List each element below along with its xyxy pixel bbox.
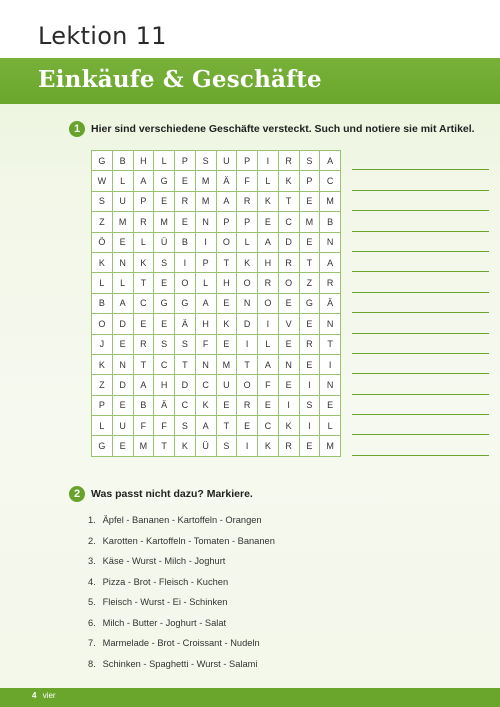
grid-cell[interactable]: K bbox=[175, 436, 196, 456]
list-item-text[interactable]: Milch - Butter - Joghurt - Salat bbox=[102, 617, 227, 628]
answer-line[interactable] bbox=[352, 191, 489, 211]
grid-cell[interactable]: P bbox=[92, 396, 113, 416]
grid-cell[interactable]: J bbox=[92, 335, 113, 355]
grid-cell[interactable]: M bbox=[196, 192, 217, 212]
grid-cell[interactable]: G bbox=[154, 294, 175, 314]
list-item[interactable] bbox=[88, 531, 275, 552]
grid-cell[interactable]: F bbox=[154, 416, 175, 436]
answer-line[interactable] bbox=[352, 435, 489, 455]
grid-cell[interactable]: S bbox=[300, 151, 321, 171]
grid-cell[interactable]: O bbox=[175, 273, 196, 293]
grid-cell[interactable]: T bbox=[279, 192, 300, 212]
list-item-number: 7. bbox=[88, 638, 96, 648]
list-item-number: 2. bbox=[88, 535, 96, 546]
list-item-number: 4. bbox=[88, 576, 96, 587]
grid-cell[interactable]: S bbox=[196, 151, 217, 171]
grid-cell[interactable]: I bbox=[279, 396, 300, 416]
grid-cell[interactable]: L bbox=[92, 273, 113, 293]
grid-cell[interactable]: D bbox=[279, 233, 300, 253]
grid-cell[interactable]: L bbox=[258, 171, 279, 191]
grid-cell[interactable]: C bbox=[279, 212, 300, 232]
grid-cell[interactable]: H bbox=[258, 253, 279, 273]
grid-cell[interactable]: K bbox=[258, 192, 279, 212]
grid-cell[interactable]: I bbox=[175, 253, 196, 273]
grid-cell[interactable]: K bbox=[92, 355, 113, 375]
grid-cell[interactable]: B bbox=[92, 294, 113, 314]
grid-cell[interactable]: S bbox=[175, 335, 196, 355]
odd-one-out-list bbox=[88, 510, 275, 674]
answer-line[interactable] bbox=[352, 150, 489, 170]
grid-cell[interactable]: Z bbox=[300, 273, 321, 293]
grid-cell[interactable]: T bbox=[134, 355, 155, 375]
list-item-text[interactable]: Karotten - Kartoffeln - Tomaten - Bananen bbox=[102, 535, 275, 546]
grid-cell[interactable]: A bbox=[258, 355, 279, 375]
grid-cell[interactable]: S bbox=[154, 253, 175, 273]
grid-cell[interactable]: F bbox=[237, 171, 258, 191]
page-word: vier bbox=[42, 691, 56, 700]
answer-line[interactable] bbox=[352, 415, 489, 435]
grid-cell[interactable]: N bbox=[196, 212, 217, 232]
task1-number-badge: 1 bbox=[69, 121, 85, 137]
grid-cell[interactable]: R bbox=[279, 253, 300, 273]
grid-cell[interactable]: A bbox=[320, 253, 341, 273]
grid-cell[interactable]: I bbox=[300, 416, 321, 436]
grid-cell[interactable]: P bbox=[237, 212, 258, 232]
grid-cell[interactable]: E bbox=[113, 335, 134, 355]
grid-cell[interactable]: M bbox=[134, 436, 155, 456]
grid-cell[interactable]: N bbox=[113, 355, 134, 375]
grid-cell[interactable]: I bbox=[320, 355, 341, 375]
list-item-text[interactable]: Schinken - Spaghetti - Wurst - Salami bbox=[102, 658, 258, 669]
grid-cell[interactable]: C bbox=[258, 416, 279, 436]
grid-cell[interactable]: V bbox=[279, 314, 300, 334]
grid-cell[interactable]: G bbox=[92, 436, 113, 456]
grid-cell[interactable]: A bbox=[134, 375, 155, 395]
grid-cell[interactable]: R bbox=[237, 396, 258, 416]
grid-cell[interactable]: D bbox=[113, 314, 134, 334]
grid-cell[interactable]: Z bbox=[92, 375, 113, 395]
grid-cell[interactable]: S bbox=[154, 335, 175, 355]
grid-cell[interactable]: L bbox=[113, 273, 134, 293]
grid-cell[interactable]: E bbox=[154, 192, 175, 212]
grid-cell[interactable]: A bbox=[217, 192, 238, 212]
answer-line[interactable] bbox=[352, 313, 489, 333]
grid-cell[interactable]: P bbox=[237, 151, 258, 171]
grid-cell[interactable]: D bbox=[175, 375, 196, 395]
grid-cell[interactable]: K bbox=[134, 253, 155, 273]
grid-cell[interactable]: N bbox=[113, 253, 134, 273]
grid-cell[interactable]: E bbox=[154, 273, 175, 293]
answer-line[interactable] bbox=[352, 395, 489, 415]
answer-line[interactable] bbox=[352, 211, 489, 231]
list-item[interactable] bbox=[88, 551, 275, 572]
grid-cell[interactable]: G bbox=[300, 294, 321, 314]
grid-cell[interactable]: K bbox=[92, 253, 113, 273]
grid-cell[interactable]: L bbox=[92, 416, 113, 436]
list-item[interactable] bbox=[88, 613, 275, 634]
grid-cell[interactable]: T bbox=[237, 355, 258, 375]
answer-line[interactable] bbox=[352, 170, 489, 190]
grid-cell[interactable]: Ä bbox=[175, 314, 196, 334]
footer-band bbox=[0, 688, 500, 707]
footer bbox=[32, 691, 56, 700]
list-item-text[interactable]: Fleisch - Wurst - Ei - Schinken bbox=[102, 597, 228, 607]
grid-cell[interactable]: C bbox=[320, 171, 341, 191]
grid-cell[interactable]: F bbox=[196, 335, 217, 355]
page-number: 4 bbox=[32, 691, 37, 700]
grid-cell[interactable]: A bbox=[134, 171, 155, 191]
grid-cell[interactable]: O bbox=[92, 314, 113, 334]
grid-cell[interactable]: Ä bbox=[217, 171, 238, 191]
answer-line[interactable] bbox=[352, 252, 489, 272]
grid-cell[interactable]: L bbox=[154, 151, 175, 171]
grid-cell[interactable]: L bbox=[258, 335, 279, 355]
grid-cell[interactable]: E bbox=[300, 233, 321, 253]
grid-cell[interactable]: G bbox=[92, 151, 113, 171]
grid-cell[interactable]: Ä bbox=[154, 396, 175, 416]
grid-cell[interactable]: A bbox=[196, 416, 217, 436]
grid-cell[interactable]: E bbox=[300, 192, 321, 212]
grid-cell[interactable]: A bbox=[320, 151, 341, 171]
grid-cell[interactable]: N bbox=[320, 375, 341, 395]
grid-cell[interactable]: I bbox=[300, 375, 321, 395]
grid-cell[interactable]: I bbox=[237, 436, 258, 456]
answer-line[interactable] bbox=[352, 272, 489, 292]
grid-cell[interactable]: E bbox=[300, 355, 321, 375]
grid-cell[interactable]: E bbox=[300, 314, 321, 334]
grid-cell[interactable]: T bbox=[154, 436, 175, 456]
grid-cell[interactable]: T bbox=[320, 335, 341, 355]
grid-cell[interactable]: M bbox=[113, 212, 134, 232]
list-item-text[interactable]: Pizza - Brot - Fleisch - Kuchen bbox=[102, 576, 229, 587]
grid-cell[interactable]: S bbox=[175, 416, 196, 436]
list-item-text[interactable]: Äpfel - Bananen - Kartoffeln - Orangen bbox=[102, 515, 262, 525]
grid-cell[interactable]: O bbox=[279, 273, 300, 293]
answer-line[interactable] bbox=[352, 293, 489, 313]
grid-cell[interactable]: K bbox=[237, 253, 258, 273]
list-item[interactable] bbox=[88, 572, 275, 593]
grid-cell[interactable]: U bbox=[217, 375, 238, 395]
grid-cell[interactable]: B bbox=[175, 233, 196, 253]
grid-cell[interactable]: W bbox=[92, 171, 113, 191]
grid-cell[interactable]: L bbox=[196, 273, 217, 293]
grid-cell[interactable]: K bbox=[217, 314, 238, 334]
grid-cell[interactable]: E bbox=[113, 233, 134, 253]
grid-cell[interactable]: C bbox=[154, 355, 175, 375]
answer-line[interactable] bbox=[352, 232, 489, 252]
grid-cell[interactable]: A bbox=[258, 233, 279, 253]
grid-cell[interactable]: O bbox=[217, 233, 238, 253]
grid-cell[interactable]: K bbox=[196, 396, 217, 416]
task2-number-badge: 2 bbox=[69, 486, 85, 502]
grid-cell[interactable]: N bbox=[320, 233, 341, 253]
task1-instruction: Hier sind verschiedene Geschäfte versteckt. Such und notiere sie mit Artikel. bbox=[91, 123, 475, 135]
list-item-number: 1. bbox=[88, 515, 96, 525]
grid-cell[interactable]: R bbox=[300, 335, 321, 355]
page-title: Einkäufe & Geschäfte bbox=[38, 66, 322, 93]
grid-cell[interactable]: K bbox=[279, 171, 300, 191]
grid-cell[interactable]: E bbox=[217, 294, 238, 314]
grid-cell[interactable]: N bbox=[237, 294, 258, 314]
grid-cell[interactable]: E bbox=[113, 436, 134, 456]
grid-cell[interactable]: G bbox=[175, 294, 196, 314]
grid-cell[interactable]: E bbox=[113, 396, 134, 416]
grid-cell[interactable]: R bbox=[279, 436, 300, 456]
grid-cell[interactable]: O bbox=[258, 294, 279, 314]
grid-cell[interactable]: R bbox=[175, 192, 196, 212]
grid-cell[interactable]: Ö bbox=[92, 233, 113, 253]
grid-cell[interactable]: H bbox=[217, 273, 238, 293]
grid-cell[interactable]: U bbox=[113, 416, 134, 436]
grid-cell[interactable]: Ü bbox=[196, 436, 217, 456]
grid-cell[interactable]: C bbox=[175, 396, 196, 416]
grid-cell[interactable]: R bbox=[279, 151, 300, 171]
grid-cell[interactable]: U bbox=[113, 192, 134, 212]
list-item-text[interactable]: Käse - Wurst - Milch - Joghurt bbox=[102, 556, 226, 566]
grid-cell[interactable]: U bbox=[217, 151, 238, 171]
grid-cell[interactable]: T bbox=[134, 273, 155, 293]
grid-cell[interactable]: N bbox=[320, 314, 341, 334]
grid-cell[interactable]: A bbox=[113, 294, 134, 314]
grid-cell[interactable]: M bbox=[320, 436, 341, 456]
grid-cell[interactable]: T bbox=[217, 253, 238, 273]
grid-cell[interactable]: I bbox=[258, 151, 279, 171]
grid-cell[interactable]: K bbox=[258, 436, 279, 456]
grid-cell[interactable]: E bbox=[279, 335, 300, 355]
answer-line[interactable] bbox=[352, 354, 489, 374]
grid-cell[interactable]: E bbox=[320, 396, 341, 416]
list-item[interactable] bbox=[88, 510, 275, 531]
grid-cell[interactable]: I bbox=[237, 335, 258, 355]
grid-cell[interactable]: R bbox=[134, 335, 155, 355]
answer-lines bbox=[352, 150, 489, 456]
grid-cell[interactable]: E bbox=[175, 171, 196, 191]
answer-line[interactable] bbox=[352, 374, 489, 394]
grid-cell[interactable]: Ä bbox=[320, 294, 341, 314]
grid-cell[interactable]: E bbox=[175, 212, 196, 232]
grid-cell[interactable]: S bbox=[300, 396, 321, 416]
grid-cell[interactable]: R bbox=[134, 212, 155, 232]
grid-cell[interactable]: H bbox=[196, 314, 217, 334]
grid-cell[interactable]: P bbox=[175, 151, 196, 171]
grid-cell[interactable]: F bbox=[134, 416, 155, 436]
grid-cell[interactable]: O bbox=[237, 273, 258, 293]
grid-cell[interactable]: B bbox=[113, 151, 134, 171]
grid-cell[interactable]: A bbox=[196, 294, 217, 314]
grid-cell[interactable]: M bbox=[217, 355, 238, 375]
lesson-label: Lektion 11 bbox=[38, 22, 167, 50]
list-item-number: 8. bbox=[88, 658, 96, 669]
answer-line[interactable] bbox=[352, 334, 489, 354]
grid-cell[interactable]: P bbox=[134, 192, 155, 212]
grid-cell[interactable]: E bbox=[134, 314, 155, 334]
grid-cell[interactable]: C bbox=[196, 375, 217, 395]
grid-cell[interactable]: F bbox=[258, 375, 279, 395]
grid-cell[interactable]: B bbox=[320, 212, 341, 232]
grid-cell[interactable]: Z bbox=[92, 212, 113, 232]
grid-cell[interactable]: R bbox=[320, 273, 341, 293]
grid-cell[interactable]: O bbox=[237, 375, 258, 395]
grid-cell[interactable]: R bbox=[258, 273, 279, 293]
grid-cell[interactable]: T bbox=[175, 355, 196, 375]
grid-cell[interactable]: E bbox=[279, 375, 300, 395]
grid-cell[interactable]: L bbox=[320, 416, 341, 436]
list-item-text[interactable]: Marmelade - Brot - Croissant - Nudeln bbox=[102, 638, 260, 648]
grid-cell[interactable]: E bbox=[258, 212, 279, 232]
grid-cell[interactable]: M bbox=[154, 212, 175, 232]
grid-cell[interactable]: L bbox=[237, 233, 258, 253]
grid-cell[interactable]: C bbox=[134, 294, 155, 314]
list-item-number: 6. bbox=[88, 617, 96, 628]
grid-cell[interactable]: S bbox=[92, 192, 113, 212]
grid-cell[interactable]: P bbox=[217, 212, 238, 232]
grid-cell[interactable]: N bbox=[196, 355, 217, 375]
grid-cell[interactable]: S bbox=[217, 436, 238, 456]
grid-cell[interactable]: D bbox=[237, 314, 258, 334]
grid-cell[interactable]: E bbox=[279, 294, 300, 314]
grid-cell[interactable]: H bbox=[154, 375, 175, 395]
grid-cell[interactable]: I bbox=[196, 233, 217, 253]
grid-cell[interactable]: E bbox=[217, 396, 238, 416]
grid-cell[interactable]: E bbox=[300, 436, 321, 456]
word-search-grid bbox=[91, 150, 341, 457]
grid-cell[interactable]: Ü bbox=[154, 233, 175, 253]
grid-cell[interactable]: K bbox=[279, 416, 300, 436]
grid-cell[interactable]: T bbox=[217, 416, 238, 436]
list-item[interactable] bbox=[88, 592, 275, 613]
grid-cell[interactable]: E bbox=[237, 416, 258, 436]
grid-cell[interactable]: M bbox=[196, 171, 217, 191]
list-item[interactable] bbox=[88, 633, 275, 654]
grid-cell[interactable]: D bbox=[113, 375, 134, 395]
grid-cell[interactable]: M bbox=[300, 212, 321, 232]
grid-cell[interactable]: M bbox=[320, 192, 341, 212]
grid-cell[interactable]: H bbox=[134, 151, 155, 171]
grid-cell[interactable]: B bbox=[134, 396, 155, 416]
task2-instruction: Was passt nicht dazu? Markiere. bbox=[91, 488, 253, 500]
grid-cell[interactable]: G bbox=[154, 171, 175, 191]
grid-cell[interactable]: P bbox=[300, 171, 321, 191]
grid-cell[interactable]: R bbox=[237, 192, 258, 212]
grid-cell[interactable]: N bbox=[279, 355, 300, 375]
grid-cell[interactable]: L bbox=[113, 171, 134, 191]
grid-cell[interactable]: E bbox=[217, 335, 238, 355]
grid-cell[interactable]: I bbox=[258, 314, 279, 334]
grid-cell[interactable]: E bbox=[258, 396, 279, 416]
list-item-number: 3. bbox=[88, 556, 96, 566]
list-item-number: 5. bbox=[88, 597, 96, 607]
grid-cell[interactable]: L bbox=[134, 233, 155, 253]
grid-cell[interactable]: T bbox=[300, 253, 321, 273]
grid-cell[interactable]: P bbox=[196, 253, 217, 273]
grid-cell[interactable]: E bbox=[154, 314, 175, 334]
list-item[interactable] bbox=[88, 654, 275, 675]
